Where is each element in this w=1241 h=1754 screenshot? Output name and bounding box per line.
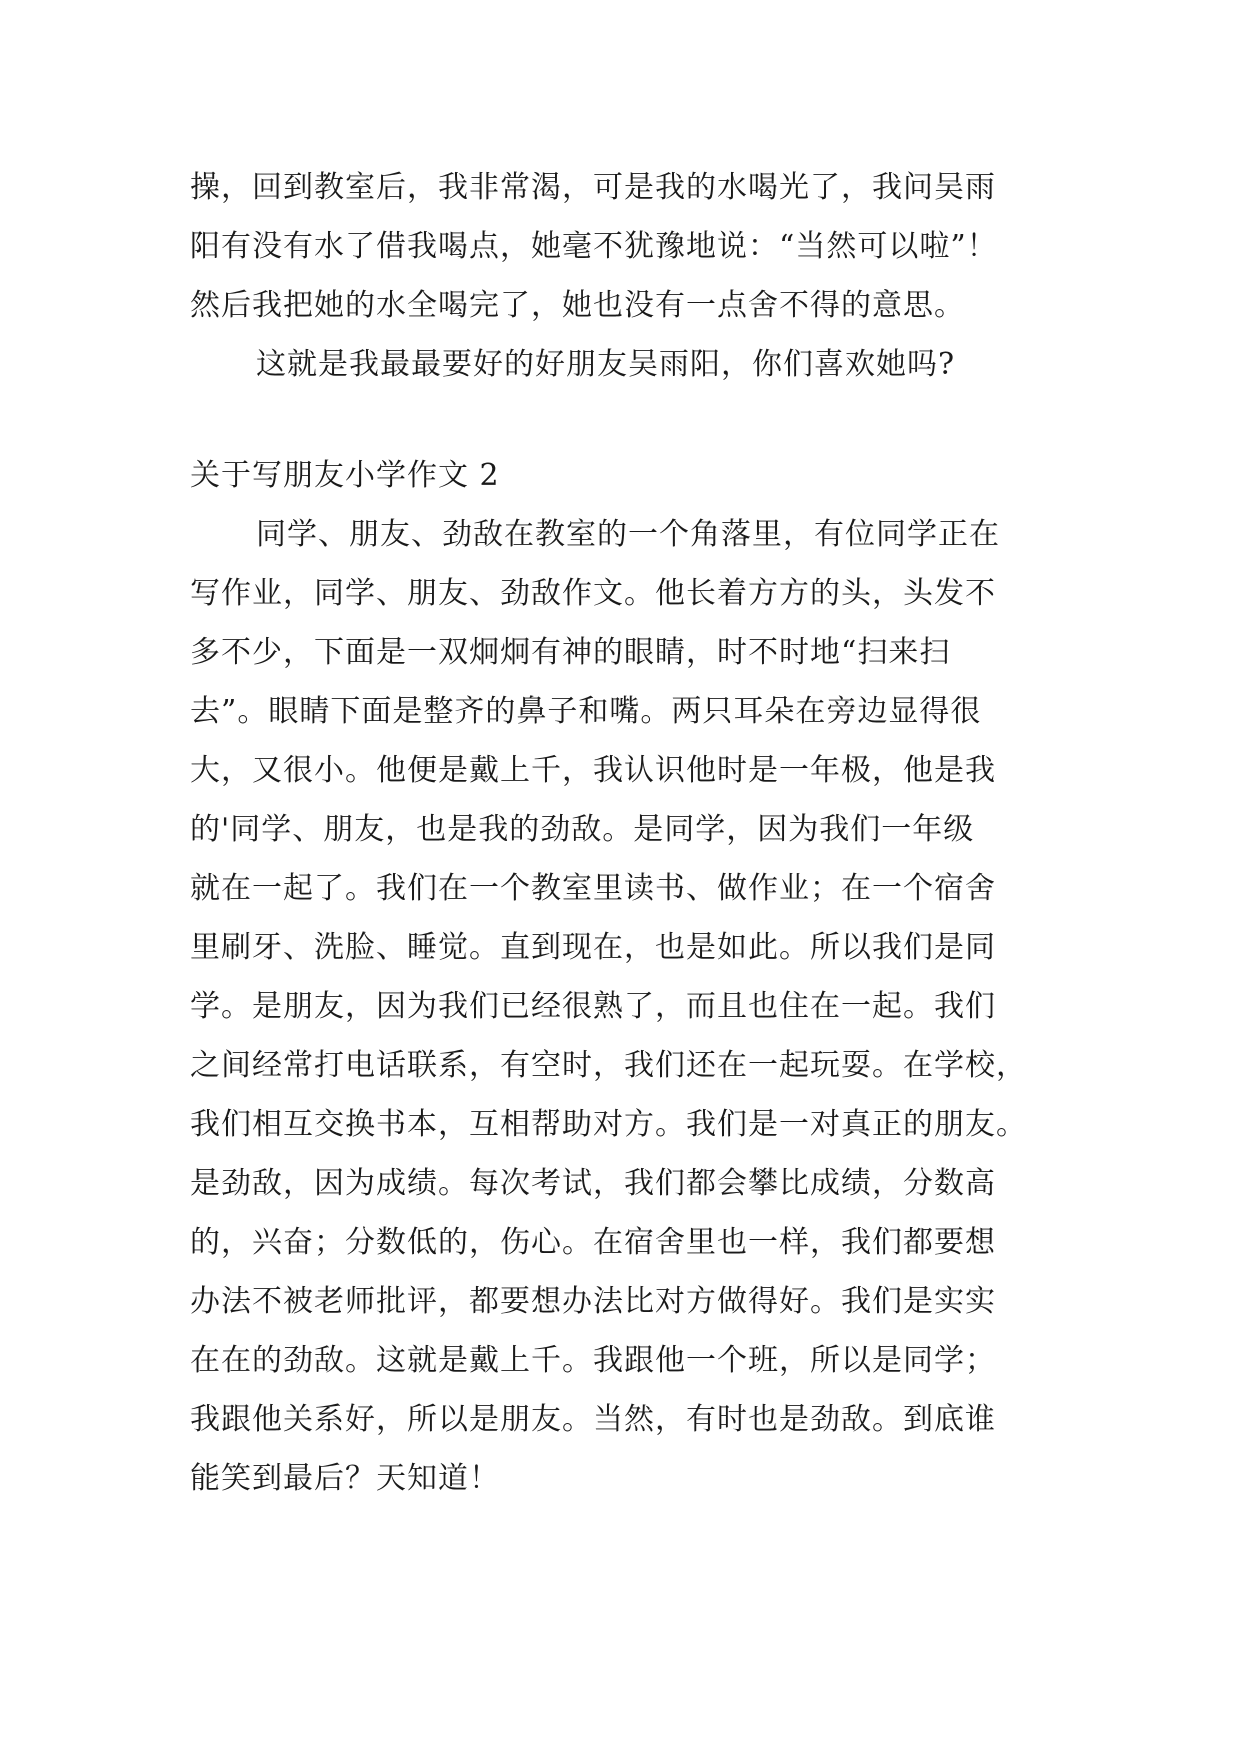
essay-body: [190, 505, 1060, 1508]
text-line: 之间经常打电话联系，有空时，我们还在一起玩耍。在学校，: [190, 1048, 1027, 1083]
essay-heading: 关于写朋友小学作文 2: [190, 458, 500, 493]
text-line: 能笑到最后？天知道！: [190, 1461, 500, 1496]
text-line: 的，兴奋；分数低的，伤心。在宿舍里也一样，我们都要想: [190, 1225, 996, 1260]
text-line: 大，又很小。他便是戴上千，我认识他时是一年极，他是我: [190, 753, 996, 788]
text-line: 我跟他关系好，所以是朋友。当然，有时也是劲敌。到底谁: [190, 1402, 996, 1437]
continuation-paragraph: [190, 158, 1060, 335]
text-line: 学。是朋友，因为我们已经很熟了，而且也住在一起。我们: [190, 989, 996, 1024]
text-line: 这就是我最最要好的好朋友吴雨阳，你们喜欢她吗?: [256, 347, 956, 382]
text-line: 多不少，下面是一双炯炯有神的眼睛，时不时地“扫来扫: [190, 635, 951, 670]
text-line: 的'同学、朋友，也是我的劲敌。是同学，因为我们一年级: [190, 812, 975, 847]
text-line: 办法不被老师批评，都要想办法比对方做得好。我们是实实: [190, 1284, 996, 1319]
text-line: 阳有没有水了借我喝点，她毫不犹豫地说：“当然可以啦”！: [190, 229, 998, 264]
previous-essay-ending: [190, 158, 1060, 394]
closing-paragraph: [190, 335, 1060, 394]
essay-paragraph: [190, 505, 1060, 564]
text-line: 里刷牙、洗脸、睡觉。直到现在，也是如此。所以我们是同: [190, 930, 996, 965]
text-line: 就在一起了。我们在一个教室里读书、做作业；在一个宿舍: [190, 871, 996, 906]
text-line: 是劲敌，因为成绩。每次考试，我们都会攀比成绩，分数高: [190, 1166, 996, 1201]
text-line: 然后我把她的水全喝完了，她也没有一点舍不得的意思。: [190, 288, 965, 323]
text-line: 写作业，同学、朋友、劲敌作文。他长着方方的头，头发不: [190, 576, 996, 611]
text-line: 在在的劲敌。这就是戴上千。我跟他一个班，所以是同学；: [190, 1343, 996, 1378]
text-line: 去”。眼睛下面是整齐的鼻子和嘴。两只耳朵在旁边显得很: [190, 694, 982, 729]
essay-paragraph-continued: [190, 564, 1060, 1508]
text-line: 同学、朋友、劲敌在教室的一个角落里，有位同学正在: [256, 517, 1000, 552]
text-line: 操，回到教室后，我非常渴，可是我的水喝光了，我问吴雨: [190, 170, 996, 205]
text-line: 我们相互交换书本，互相帮助对方。我们是一对真正的朋友。: [190, 1107, 1027, 1142]
